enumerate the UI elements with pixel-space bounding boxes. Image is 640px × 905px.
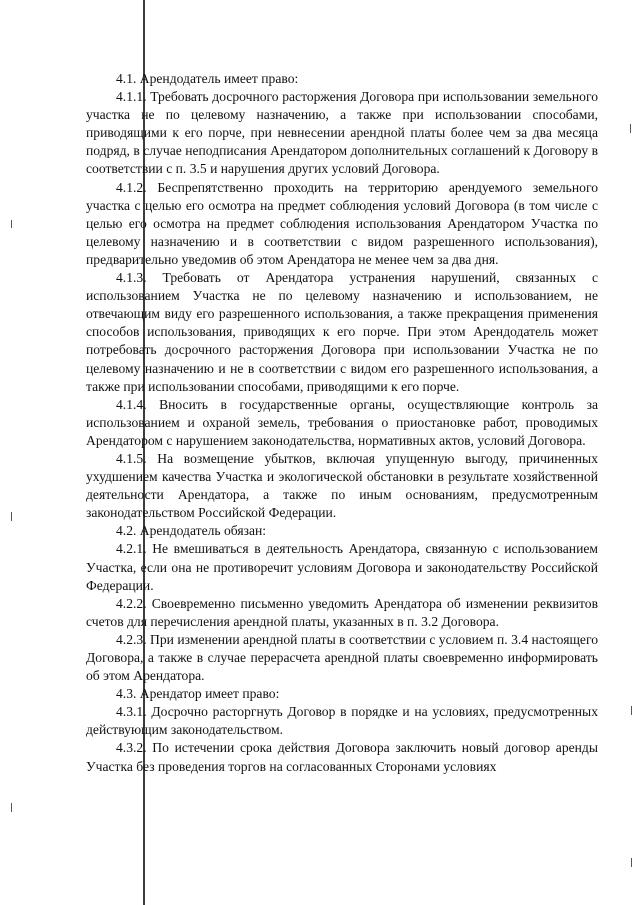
paragraph-text: Арендодатель обязан:	[136, 523, 267, 539]
scan-edge-mark	[11, 512, 12, 521]
paragraph-4-1	[86, 70, 598, 88]
scan-edge-mark	[11, 803, 12, 812]
paragraph-text: Досрочно расторгнуть Договор в порядке и на условиях, предусмотренных действующим законодательством.	[86, 704, 598, 738]
paragraph-4-1-4	[86, 396, 598, 450]
paragraph-4-3-1	[86, 703, 598, 739]
paragraph-number: 4.1.1.	[116, 89, 147, 105]
scan-edge-mark	[630, 124, 631, 133]
paragraph-4-3-2	[86, 739, 598, 775]
paragraph-text: Своевременно письменно уведомить Арендатора об изменении реквизитов счетов для перечисления арендной платы, указанных в п. 3.2 Договора.	[86, 595, 598, 629]
paragraph-number: 4.3.1.	[116, 704, 147, 720]
paragraph-4-3	[86, 685, 598, 703]
paragraph-number: 4.1.	[116, 71, 137, 86]
paragraph-number: 4.2.	[116, 523, 137, 539]
paragraph-text: Арендатор имеет право:	[136, 686, 280, 702]
paragraph-4-2-1	[86, 540, 598, 594]
paragraph-text: Требовать от Арендатора устранения нарушений, связанных с использованием Участка не по целевому назначению и использованием, не отвечающим виду его разрешенного использования, а также прекращения применения способов использования, приводящих к его порче. При этом Арендодатель может потребовать досрочного расторжения Договора при использовании Участка не по целевому назначению и не в соответствии с видом его разрешенного использования, а также при использовании способами, приводящими к его порче.	[86, 270, 598, 394]
paragraph-number: 4.2.2.	[116, 595, 147, 611]
paragraph-number: 4.1.4.	[116, 396, 147, 412]
paragraph-number: 4.1.5.	[116, 450, 147, 466]
paragraph-number: 4.1.3.	[116, 270, 147, 286]
paragraph-4-2	[86, 522, 598, 540]
paragraph-4-1-3	[86, 269, 598, 396]
paragraph-text: При изменении арендной платы в соответствии с условием п. 3.4 настоящего Договора, а также в случае перерасчета арендной платы своевременно информировать об этом Арендатора.	[86, 631, 598, 684]
paragraph-text: На возмещение убытков, включая упущенную выгоду, причиненных ухудшением качества Участка и экологической обстановки в результате хозяйственной деятельности Арендатора, а также по иным основаниям, предусмотренным законодательством Российской Федерации.	[86, 450, 598, 521]
paragraph-number: 4.1.2.	[116, 179, 147, 195]
scan-edge-mark	[11, 220, 12, 228]
paragraph-text: Вносить в государственные органы, осуществляющие контроль за использованием и охраной земель, требования о приостановке работ, проводимых Арендатором с нарушением законодательства, нормативных актов, условий Договора.	[86, 396, 598, 448]
paragraph-4-1-5	[86, 450, 598, 522]
paragraph-number: 4.3.	[116, 686, 137, 702]
paragraph-text: Требовать досрочного расторжения Договора при использовании земельного участка не по целевому назначению, а также при использовании способами, приводящими к его порче, при невнесении арендной платы более чем за два месяца подряд, в случае неподписания Арендатором дополнительных соглашений к Договору в соответствии с п. 3.5 и нарушения других условий Договора.	[86, 89, 598, 177]
paragraph-number: 4.2.3.	[116, 631, 147, 647]
paragraph-text: По истечении срока действия Договора заключить новый договор аренды Участка без проведения торгов на согласованных Сторонами условиях	[86, 740, 598, 774]
paragraph-text: Беспрепятственно проходить на территорию арендуемого земельного участка с целью его осмотра на предмет соблюдения условий Договора (в том числе с целью его осмотра на предмет соблюдения использования Арендатором Участка по целевому назначению и в соответствии с видом разрешенного использования), предварительно уведомив об этом Арендатора не менее чем за два дня.	[86, 179, 598, 267]
paragraph-4-2-3	[86, 631, 598, 685]
paragraph-4-1-1	[86, 88, 598, 178]
scan-edge-mark	[631, 858, 632, 867]
paragraph-number: 4.3.2.	[116, 740, 147, 756]
paragraph-4-1-2	[86, 179, 598, 269]
paragraph-4-2-2	[86, 595, 598, 631]
paragraph-number: 4.2.1.	[116, 541, 147, 557]
paragraph-text: Не вмешиваться в деятельность Арендатора, связанную с использованием Участка, если она не противоречит условиям Договора и законодательству Российской Федерации.	[86, 541, 598, 593]
paragraph-text: Арендодатель имеет право:	[136, 71, 299, 86]
scan-edge-mark	[631, 706, 632, 715]
document-body	[86, 70, 598, 776]
